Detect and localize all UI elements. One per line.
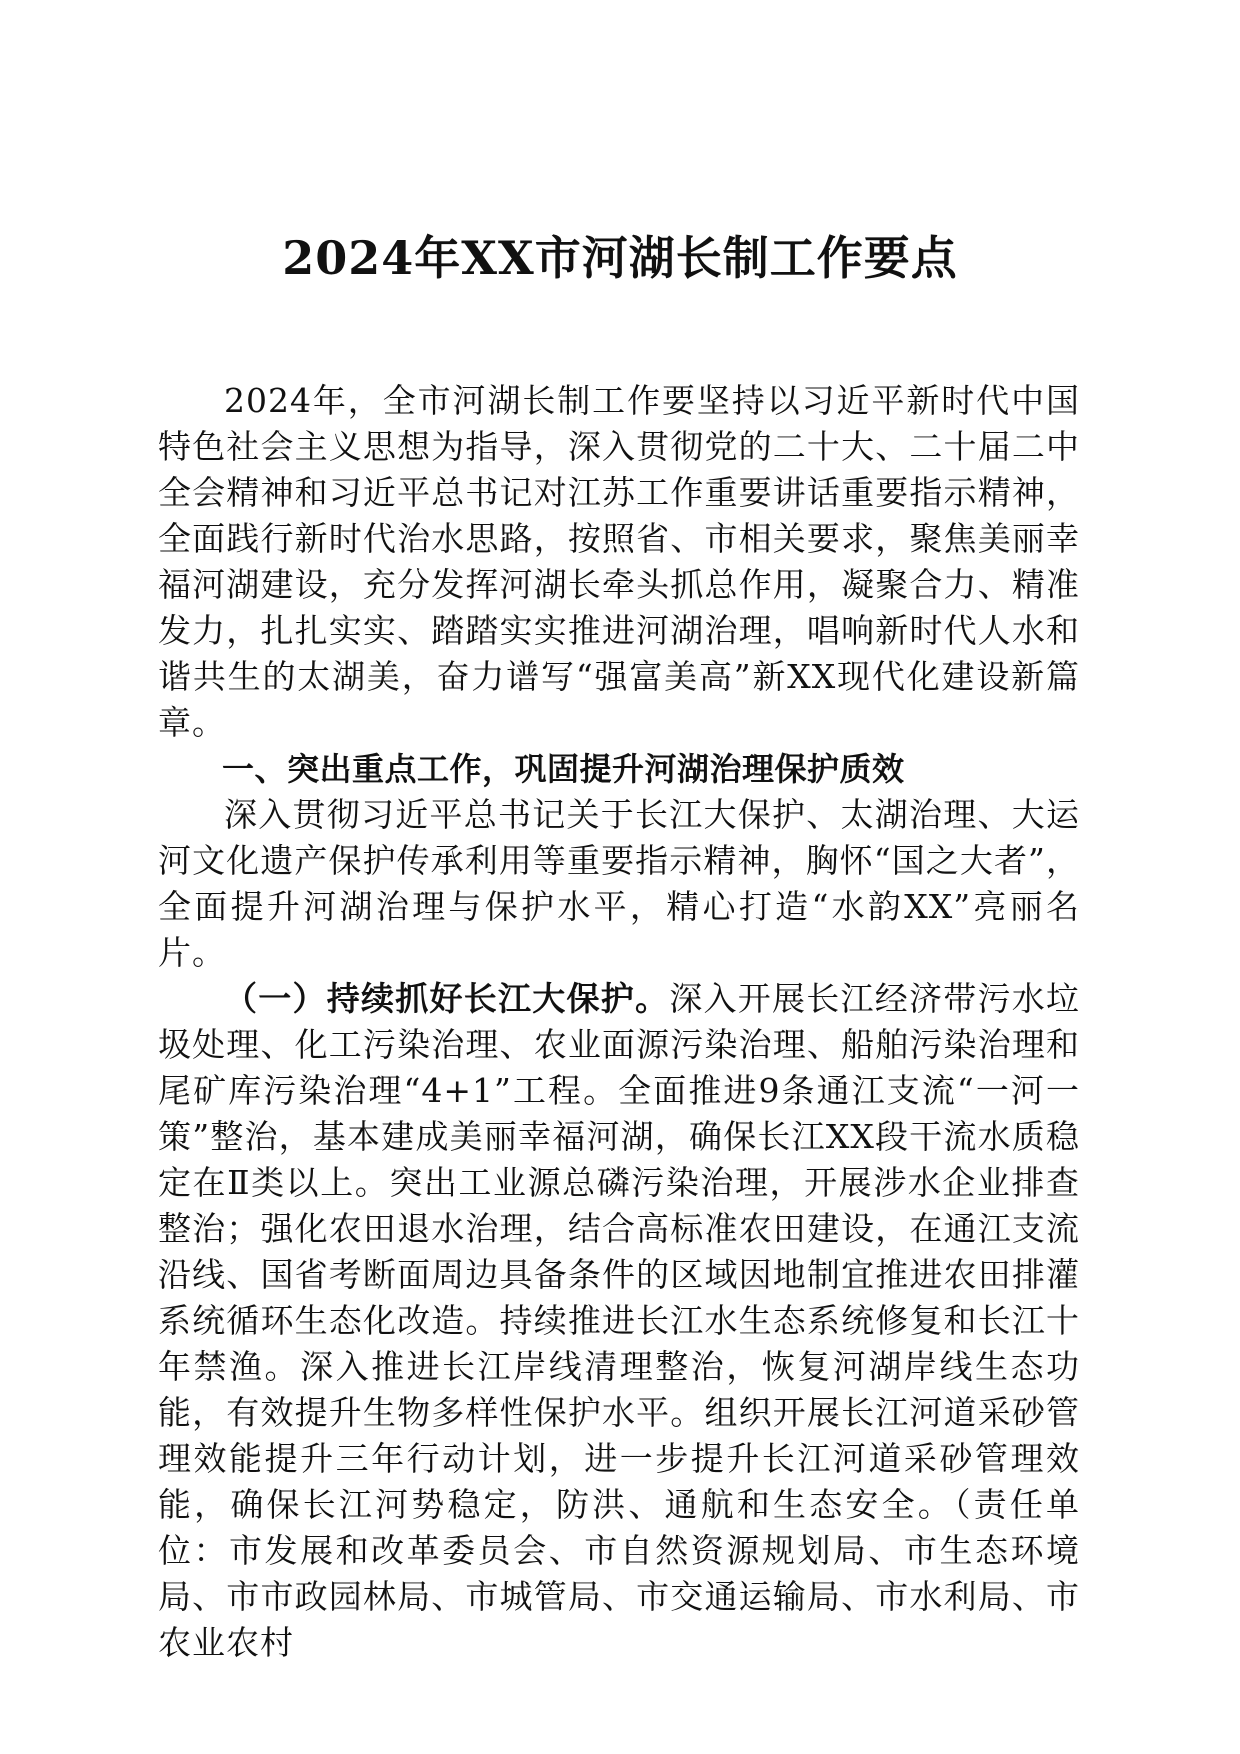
document-title: 2024年XX市河湖长制工作要点 <box>282 231 958 285</box>
document-body <box>158 378 1080 1666</box>
section-1-item-1 <box>158 976 1080 1666</box>
intro-paragraph: 2024年，全市河湖长制工作要坚持以习近平新时代中国特色社会主义思想为指导，深入贯彻党的二十大、二十届二中全会精神和习近平总书记对江苏工作重要讲话重要指示精神，全面践行新时代治水思路，按照省、市相关要求，聚焦美丽幸福河湖建设，充分发挥河湖长牵头抓总作用，凝聚合力、精准发力，扎扎实实、踏踏实实推进河湖治理，唱响新时代人水和谐共生的太湖美，奋力谱写“强富美高”新XX现代化建设新篇章。 <box>158 381 1080 742</box>
item-1-lead: （一）持续抓好长江大保护。 <box>224 979 670 1018</box>
section-1-paragraph: 深入贯彻习近平总书记关于长江大保护、太湖治理、大运河文化遗产保护传承利用等重要指示精神，胸怀“国之大者”，全面提升河湖治理与保护水平，精心打造“水韵XX”亮丽名片。 <box>158 795 1080 972</box>
item-1-text: 深入开展长江经济带污水垃圾处理、化工污染治理、农业面源污染治理、船舶污染治理和尾矿库污染治理“4+1”工程。全面推进9条通江支流“一河一策”整治，基本建成美丽幸福河湖，确保长江XX段干流水质稳定在Ⅱ类以上。突出工业源总磷污染治理，开展涉水企业排查整治；强化农田退水治理，结合高标准农田建设，在通江支流沿线、国省考断面周边具备条件的区域因地制宜推进农田排灌系统循环生态化改造。持续推进长江水生态系统修复和长江十年禁渔。深入推进长江岸线清理整治，恢复河湖岸线生态功能，有效提升生物多样性保护水平。组织开展长江河道采砂管理效能提升三年行动计划，进一步提升长江河道采砂管理效能，确保长江河势稳定，防洪、通航和生态安全。（责任单位：市发展和改革委员会、市自然资源规划局、市生态环境局、市市政园林局、市城管局、市交通运输局、市水利局、市农业农村 <box>158 979 1080 1662</box>
section-1-heading: 一、突出重点工作，巩固提升河湖治理保护质效 <box>222 750 905 788</box>
